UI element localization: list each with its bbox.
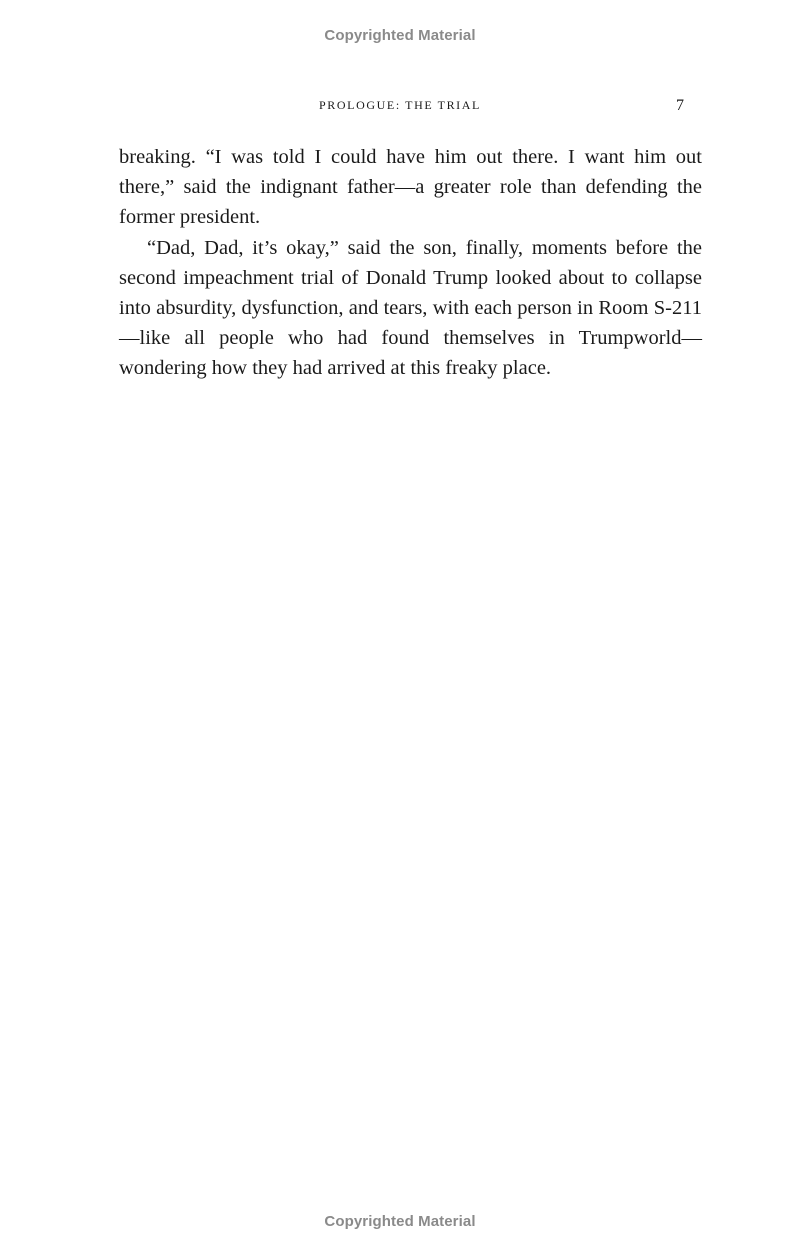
paragraph: “Dad, Dad, it’s okay,” said the son, finally, moments before the second impeachment trial of Donald Trump looked about to collapse into absurdity, dysfunction, and tears, with each person in Room S-211—like all people who had found themselves in Trumpworld—wondering how they had arrived at this freaky place. bbox=[119, 236, 702, 380]
copyright-watermark-bottom: Copyrighted Material bbox=[324, 1213, 476, 1230]
copyright-watermark-top: Copyrighted Material bbox=[324, 27, 476, 44]
body-text bbox=[119, 142, 702, 384]
page-number: 7 bbox=[676, 97, 684, 114]
paragraph: breaking. “I was told I could have him out there. I want him out there,” said the indignant father—a greater role than defending the former president. bbox=[119, 146, 702, 229]
running-head: PROLOGUE: THE TRIAL bbox=[319, 98, 481, 112]
